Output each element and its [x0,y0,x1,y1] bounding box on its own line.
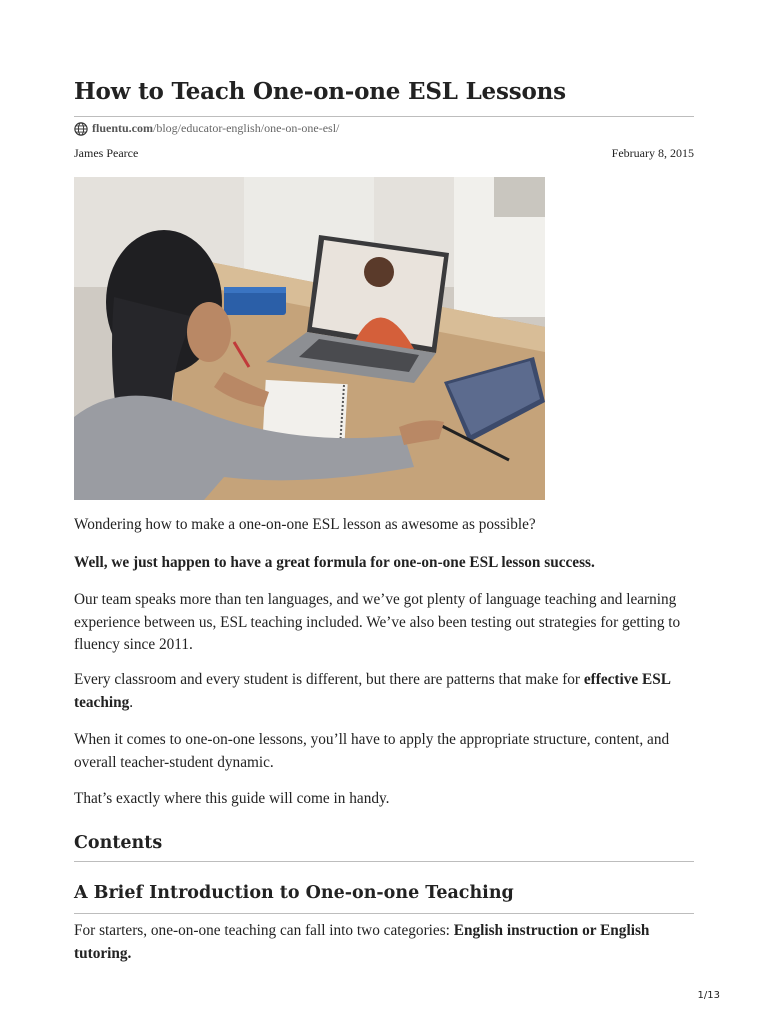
section-heading: A Brief Introduction to One-on-one Teaching [74,883,514,903]
contents-heading: Contents [74,833,163,853]
paragraph-team: Our team speaks more than ten languages, and we’ve got plenty of language teaching and learning experience between us, ESL teaching included. We’ve also been testing out strategies for getting to fluency since 2011. [74,591,681,653]
paragraph-guide: That’s exactly where this guide will come in handy. [74,790,390,807]
paragraph-patterns [74,669,696,714]
title-divider [74,116,694,117]
categories-bold: English instruction or English tutoring. [74,922,650,962]
author-name: James Pearce [74,146,139,160]
source-url[interactable] [74,121,339,136]
bold-claim-text: Well, we just happen to have a great formula for one-on-one ESL lesson success. [74,554,595,571]
source-path: /blog/educator-english/one-on-one-esl/ [153,121,340,135]
student-video-call-illustration [74,177,545,500]
publish-date: February 8, 2015 [611,146,694,160]
effective-esl-teaching-link[interactable]: effective ESL teaching [74,671,671,711]
paragraph-categories [74,920,696,965]
paragraph-structure: When it comes to one-on-one lessons, you’ll have to apply the appropriate structure, content, and overall teacher-student dynamic. [74,731,670,771]
paragraph-bold-claim [74,552,696,575]
byline [74,146,694,161]
section-divider [74,913,694,914]
categories-text: For starters, one-on-one teaching can fall into two categories: [74,922,454,939]
article-title: How to Teach One-on-one ESL Lessons [74,78,566,105]
paragraph-intro: Wondering how to make a one-on-one ESL lesson as awesome as possible? [74,516,536,533]
globe-icon [74,122,88,136]
patterns-period: . [129,693,134,711]
hero-image [74,177,545,500]
source-domain: fluentu.com [92,121,153,135]
page-number: 1/13 [697,990,720,1001]
contents-divider [74,861,694,862]
patterns-text: Every classroom and every student is different, but there are patterns that make for [74,671,584,688]
